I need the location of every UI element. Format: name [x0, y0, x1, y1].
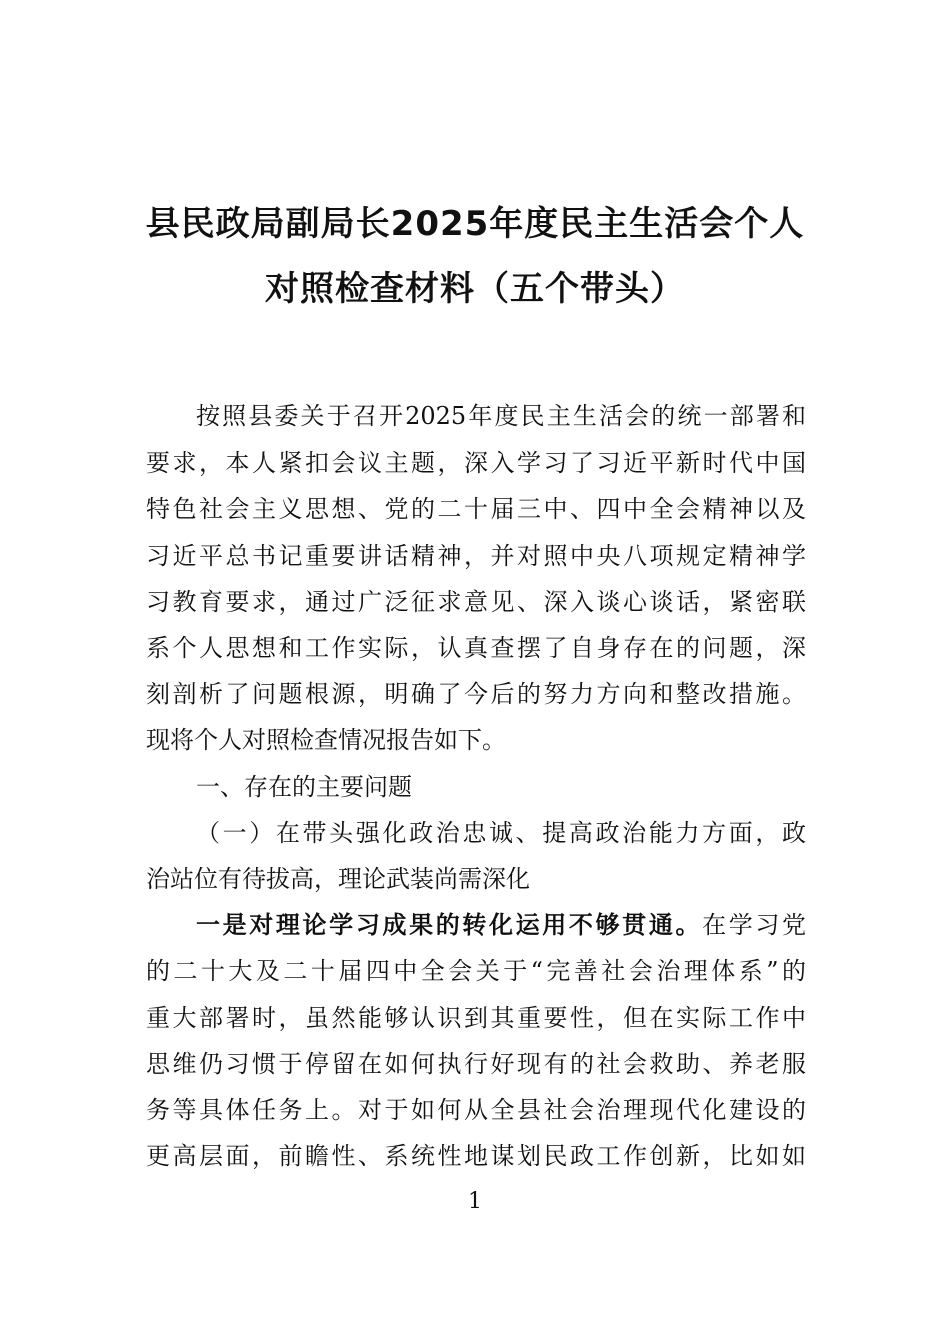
intro-line: 要求，本人紧扣会议主题，深入学习了习近平新时代中国	[146, 449, 806, 477]
point-text: 在学习党	[702, 911, 807, 939]
intro-line: 刻剖析了问题根源，明确了今后的努力方向和整改措施。	[146, 680, 806, 708]
page-number: 1	[468, 1189, 482, 1214]
intro-line: 系个人思想和工作实际，认真查摆了自身存在的问题，深	[146, 634, 806, 662]
section-heading: 一、存在的主要问题	[196, 773, 412, 801]
intro-line: 习近平总书记重要讲话精神，并对照中央八项规定精神学	[146, 542, 806, 570]
intro-line: 特色社会主义思想、党的二十届三中、四中全会精神以及	[146, 495, 806, 523]
point-line: 更高层面，前瞻性、系统性地谋划民政工作创新，比如如	[146, 1142, 806, 1170]
document-title-line-1: 县民政局副局长2025年度民主生活会个人	[145, 204, 805, 244]
intro-line: 按照县委关于召开2025年度民主生活会的统一部署和	[196, 402, 806, 430]
subsection-heading-line: （一）在带头强化政治忠诚、提高政治能力方面，政	[196, 819, 806, 847]
point-line: 的二十大及二十届四中全会关于“完善社会治理体系”的	[146, 957, 806, 985]
point-first-line	[196, 910, 806, 940]
point-line: 务等具体任务上。对于如何从全县社会治理现代化建设的	[146, 1096, 806, 1124]
document-title-line-2: 对照检查材料（五个带头）	[265, 269, 685, 309]
intro-line: 习教育要求，通过广泛征求意见、深入谈心谈话，紧密联	[146, 588, 806, 616]
point-line: 重大部署时，虽然能够认识到其重要性，但在实际工作中	[146, 1004, 806, 1032]
point-line: 思维仍习惯于停留在如何执行好现有的社会救助、养老服	[146, 1050, 806, 1078]
point-heading: 一是对理论学习成果的转化运用不够贯通。	[196, 911, 703, 939]
intro-line: 现将个人对照检查情况报告如下。	[146, 726, 506, 754]
subsection-heading-line: 治站位有待拔高，理论武装尚需深化	[146, 865, 530, 893]
